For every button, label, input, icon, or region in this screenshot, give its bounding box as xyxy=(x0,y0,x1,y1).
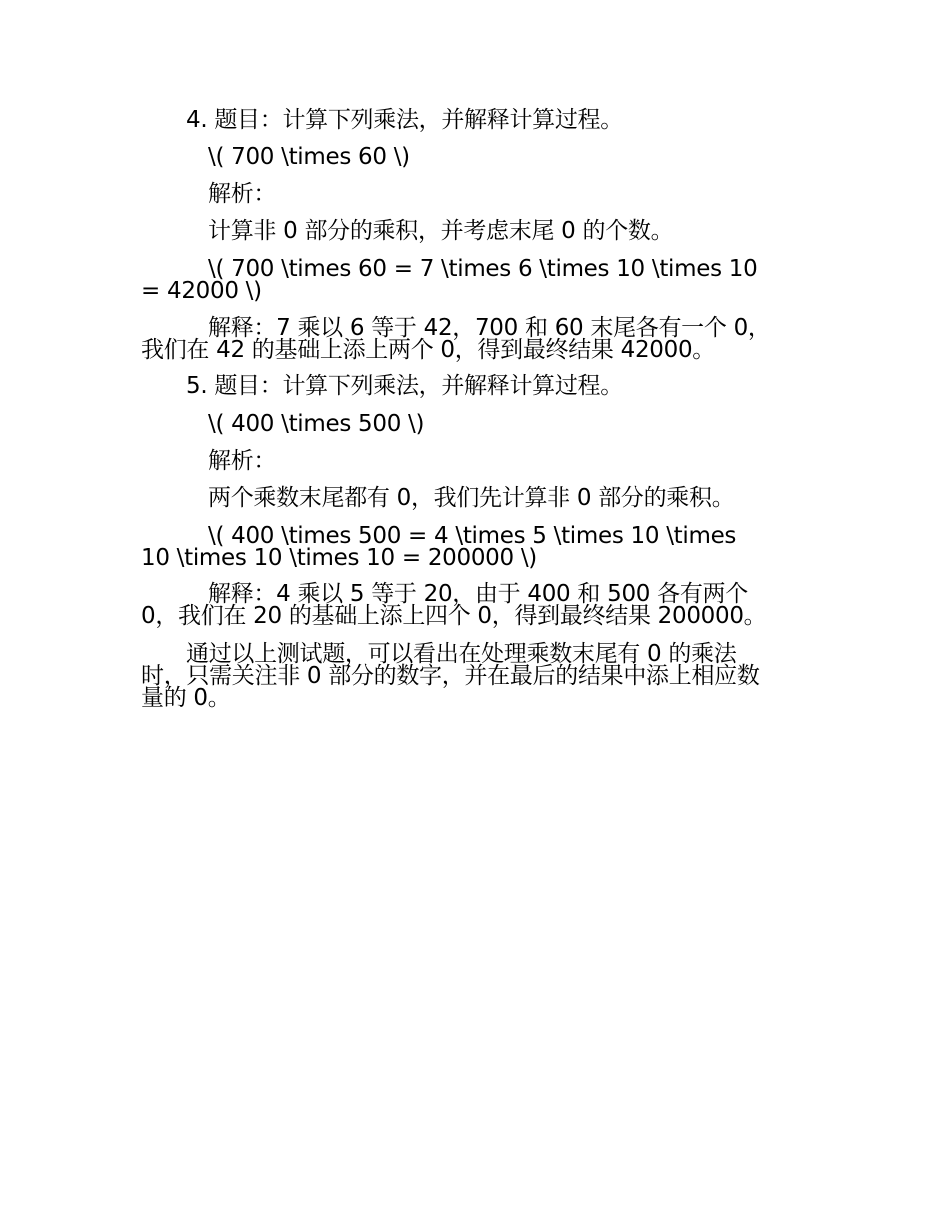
question-5-title: 5. 题目：计算下列乘法，并解释计算过程。 xyxy=(186,373,623,399)
question-4-explanation-line-1: 解释：7 乘以 6 等于 42，700 和 60 末尾各有一个 0， xyxy=(208,315,771,341)
question-5-expression: \( 400 \times 500 \) xyxy=(208,411,425,437)
question-4-explanation-line-2: 我们在 42 的基础上添上两个 0，得到最终结果 42000。 xyxy=(141,337,716,363)
question-4-equation-line-1: \( 700 \times 60 = 7 \times 6 \times 10 \times 10 xyxy=(208,256,758,282)
question-4-title: 4. 题目：计算下列乘法，并解释计算过程。 xyxy=(186,107,623,133)
question-4-analysis-label: 解析： xyxy=(208,181,277,207)
question-5-equation-line-1: \( 400 \times 500 = 4 \times 5 \times 10 \times xyxy=(208,523,737,549)
question-5-equation-line-2: 10 \times 10 \times 10 = 200000 \) xyxy=(141,545,537,571)
question-4-analysis-text: 计算非 0 部分的乘积，并考虑末尾 0 的个数。 xyxy=(208,218,674,244)
summary-line-2: 时，只需关注非 0 部分的数字，并在最后的结果中添上相应数 xyxy=(141,663,760,689)
question-4-expression: \( 700 \times 60 \) xyxy=(208,144,410,170)
summary-line-1: 通过以上测试题，可以看出在处理乘数末尾有 0 的乘法 xyxy=(186,641,737,667)
question-5-explanation-line-1: 解释：4 乘以 5 等于 20，由于 400 和 500 各有两个 xyxy=(208,581,748,607)
summary-line-3: 量的 0。 xyxy=(141,685,231,711)
question-5-explanation-line-2: 0，我们在 20 的基础上添上四个 0，得到最终结果 200000。 xyxy=(141,603,767,629)
question-4-equation-line-2: = 42000 \) xyxy=(141,278,262,304)
question-5-analysis-text: 两个乘数末尾都有 0，我们先计算非 0 部分的乘积。 xyxy=(208,485,735,511)
question-5-analysis-label: 解析： xyxy=(208,448,277,474)
